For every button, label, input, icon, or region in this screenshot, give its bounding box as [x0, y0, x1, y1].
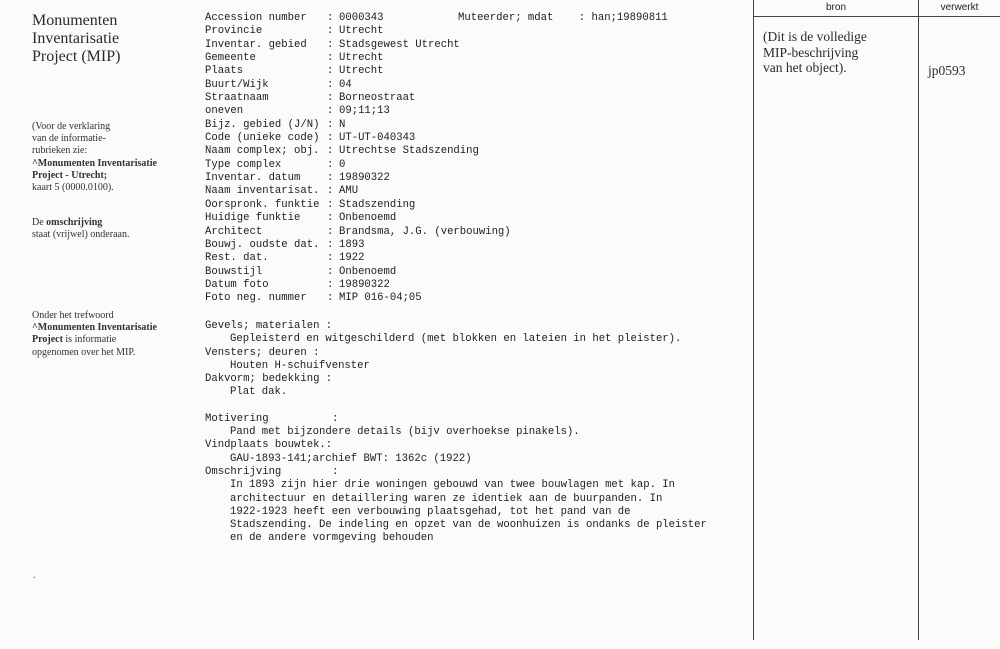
note-line: opgenomen over het MIP. [32, 346, 136, 358]
field-value: Borneostraat [339, 92, 416, 105]
note-line: (Voor de verklaring [32, 121, 111, 132]
field-row [205, 266, 511, 279]
field-value: Utrecht [339, 65, 384, 78]
omschrijving-line: Stadszending. De indeling en opzet van de woonhuizen is ondanks de pleister [230, 519, 707, 532]
field-row [205, 25, 511, 38]
field-colon: : [327, 65, 334, 78]
header-verwerkt: verwerkt [940, 2, 979, 13]
field-colon: : [327, 145, 334, 158]
field-value: 19890322 [339, 172, 390, 185]
header-bron: bron [825, 2, 846, 13]
bron-line: MIP-beschrijving [763, 44, 859, 60]
field-row [205, 119, 511, 132]
field-value: Onbenoemd [339, 265, 397, 278]
table-divider-right [918, 0, 919, 640]
field-value: Stadszending [339, 198, 416, 211]
table-divider-left [753, 0, 754, 640]
note-line: kaart 5 (0000.0100). [32, 182, 114, 194]
omschrijving-line: architectuur en detaillering waren ze identiek aan de buurpanden. In [230, 492, 663, 505]
field-label: Provincie [205, 25, 263, 38]
field-row [205, 292, 511, 305]
note-line: staat (vrijwel) onderaan. [32, 229, 130, 241]
field-label: Huidige funktie [205, 212, 301, 225]
field-label: Bouwj. oudste dat. [205, 238, 320, 251]
field-value: 0 [339, 158, 346, 171]
field-label: Gemeente [205, 52, 256, 65]
field-label: Accession number [205, 12, 307, 24]
field-colon: : [327, 105, 334, 118]
field-row [205, 172, 511, 185]
field-label: Bouwstijl [205, 265, 263, 278]
explanation-note [32, 121, 182, 194]
field-value: 1922 [339, 252, 365, 265]
field-row [205, 52, 511, 65]
left-explanation-column [32, 12, 182, 358]
title-line: Project (MIP) [32, 48, 121, 65]
table-header-rule [753, 16, 1000, 17]
field-row [205, 79, 511, 92]
verwerkt-cell: jp0593 [928, 63, 966, 78]
field-label: Architect [205, 225, 263, 238]
field-row [205, 159, 511, 172]
field-value: 19890322 [339, 278, 390, 291]
bron-line: (Dit is de volledige [763, 29, 867, 44]
field-colon: : [327, 52, 334, 65]
omschrijving-line: In 1893 zijn hier drie woningen gebouwd van twee bouwlagen met kap. In [230, 479, 676, 492]
motivering-text: Pand met bijzondere details (bijv overhoekse pinakels). [230, 426, 580, 439]
record-fields [205, 12, 511, 306]
note-text: De [32, 217, 47, 228]
field-label: Oorspronk. funktie [205, 198, 320, 211]
field-colon: : [327, 225, 334, 238]
field-label: Inventar. datum [205, 172, 301, 185]
field-row [205, 39, 511, 52]
field-value: 09;11;13 [339, 105, 390, 118]
note-bold-line: Project - Utrecht; [32, 169, 108, 181]
field-colon: : [327, 198, 334, 211]
field-value: AMU [339, 185, 359, 198]
field-colon: : [327, 292, 334, 305]
field-label: Buurt/Wijk [205, 78, 269, 91]
field-colon: : [327, 132, 334, 145]
omschrijving-line: en de andere vormgeving behouden [230, 532, 434, 545]
field-value: 0000343 [339, 12, 384, 24]
dakvorm-label: Dakvorm; bedekking : [205, 373, 333, 386]
field-value: Brandsma, J.G. (verbouwing) [339, 225, 511, 238]
field-colon: : [327, 118, 334, 131]
field-row [205, 199, 511, 212]
field-label: Plaats [205, 65, 244, 78]
field-row [205, 252, 511, 265]
field-row [205, 185, 511, 198]
field-label: Naam inventarisat. [205, 185, 320, 198]
note-text: is informatie [62, 334, 117, 346]
note-bold: Project [32, 334, 63, 346]
vensters-label: Vensters; deuren : [205, 346, 320, 359]
field-label: oneven [205, 105, 244, 118]
keyword-note [32, 310, 182, 359]
field-label: Naam complex; obj. [205, 145, 320, 158]
field-colon: : [327, 158, 334, 171]
field-label: Bijz. gebied (J/N) [205, 118, 320, 131]
field-colon: : [327, 185, 334, 198]
field-label: Inventar. gebied [205, 38, 307, 51]
field-value: Utrechtse Stadszending [339, 145, 479, 158]
field-colon: : [327, 12, 334, 24]
field-colon: : [327, 172, 334, 185]
title-line: Monumenten [32, 12, 118, 29]
muteerder-field: Muteerder; mdat : han;19890811 [458, 12, 668, 24]
omschrijving-line: 1922-1923 heeft een verbouwing plaatsgehad, tot het pand van de [230, 505, 631, 518]
field-colon: : [327, 278, 334, 291]
field-value: UT-UT-040343 [339, 132, 416, 145]
field-row [205, 132, 511, 145]
field-colon: : [327, 238, 334, 251]
field-row [205, 65, 511, 78]
title-line: Inventarisatie [32, 30, 120, 47]
note-line: Onder het trefwoord [32, 310, 114, 321]
field-colon: : [327, 265, 334, 278]
gevels-text: Gepleisterd en witgeschilderd (met blokken en lateien in het pleister). [230, 333, 682, 346]
field-colon: : [327, 25, 334, 38]
field-colon: : [327, 38, 334, 51]
note-bold-line: ^Monumenten Inventarisatie [32, 322, 157, 334]
field-row [205, 145, 511, 158]
field-label: Code (unieke code) [205, 132, 320, 145]
stray-dot: . [33, 570, 36, 581]
gevels-label: Gevels; materialen : [205, 320, 333, 332]
omschrijving-label: Omschrijving : [205, 465, 339, 478]
field-row [205, 92, 511, 105]
motivering-label: Motivering : [205, 412, 339, 425]
field-value: MIP 016-04;05 [339, 292, 422, 305]
vindplaats-text: GAU-1893-141;archief BWT: 1362c (1922) [230, 452, 472, 465]
field-label: Straatnaam [205, 92, 269, 105]
bron-line: van het object). [763, 60, 847, 75]
note-line: van de informatie- [32, 133, 106, 145]
field-value: N [339, 118, 346, 131]
field-colon: : [327, 78, 334, 91]
field-label: Rest. dat. [205, 252, 269, 265]
note-bold-line: ^Monumenten Inventarisatie [32, 157, 157, 169]
field-value: Onbenoemd [339, 212, 397, 225]
field-value: Stadsgewest Utrecht [339, 38, 460, 51]
dakvorm-text: Plat dak. [230, 386, 288, 399]
field-colon: : [327, 252, 334, 265]
field-value: 1893 [339, 238, 365, 251]
description-note [32, 217, 182, 241]
description-blocks [205, 320, 745, 546]
document-title [32, 12, 182, 66]
field-value: 04 [339, 78, 352, 91]
field-row [205, 105, 511, 118]
field-value: Utrecht [339, 25, 384, 38]
field-label: Datum foto [205, 278, 269, 291]
field-colon: : [327, 92, 334, 105]
vindplaats-label: Vindplaats bouwtek.: [205, 439, 333, 452]
vensters-text: Houten H-schuifvenster [230, 359, 370, 372]
field-row [205, 226, 511, 239]
field-label: Type complex [205, 158, 282, 171]
field-row [205, 239, 511, 252]
note-bold: omschrijving [46, 217, 103, 228]
note-line: rubrieken zie: [32, 145, 88, 157]
bron-cell [763, 29, 913, 76]
field-row [205, 212, 511, 225]
field-row [205, 279, 511, 292]
field-label: Foto neg. nummer [205, 292, 307, 305]
field-colon: : [327, 212, 334, 225]
field-value: Utrecht [339, 52, 384, 65]
